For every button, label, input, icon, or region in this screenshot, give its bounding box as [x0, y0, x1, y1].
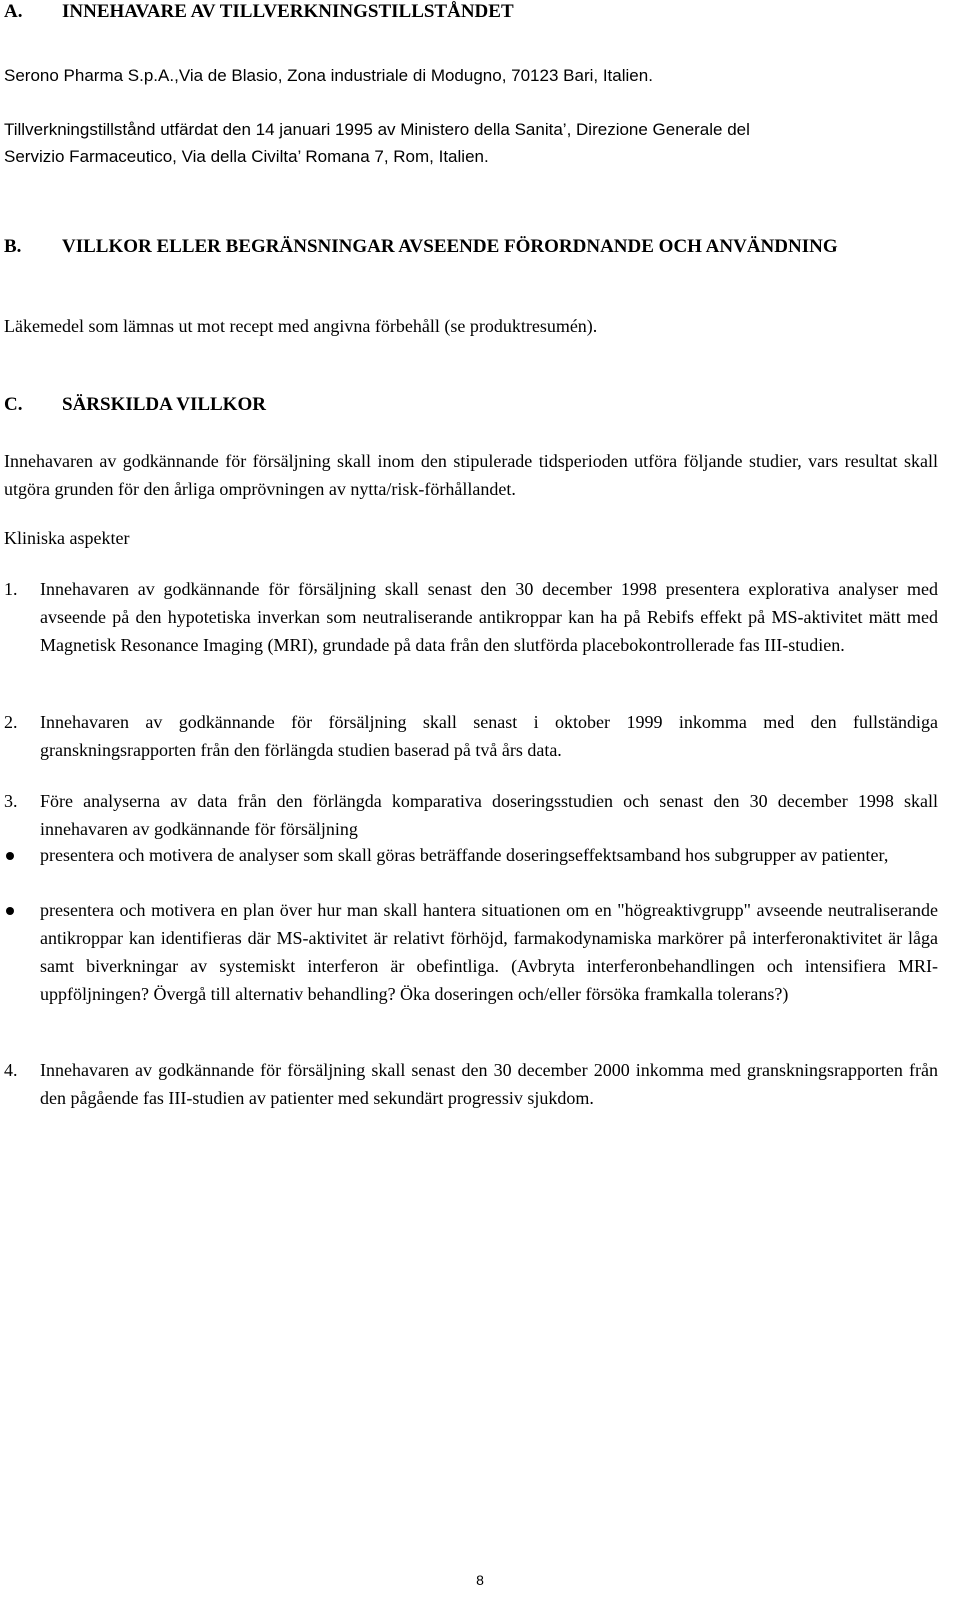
item-number: 2. — [4, 712, 18, 732]
section-a-heading — [4, 0, 940, 26]
bullet-icon — [6, 907, 14, 915]
section-b-text: Läkemedel som lämnas ut mot recept med angivna förbehåll (se produktresumén). — [4, 316, 598, 336]
section-c-heading — [4, 391, 940, 419]
permit-line-1: Tillverkningstillstånd utfärdat den 14 januari 1995 av Ministero della Sanita’, Direzione Generale del — [4, 120, 750, 139]
section-c-title: SÄRSKILDA VILLKOR — [62, 394, 266, 415]
clinical-aspects-subheading: Kliniska aspekter — [4, 528, 130, 548]
item-number: 1. — [4, 579, 18, 599]
list-item — [4, 575, 938, 659]
page-number: 8 — [476, 1572, 484, 1588]
bullet-item — [4, 841, 938, 869]
item-text: Innehavaren av godkännande för försäljning skall senast i oktober 1999 inkomma med den fullständiga granskningsrapporten från den förlängda studien baserad på två års data. — [40, 712, 938, 760]
holder-address: Serono Pharma S.p.A.,Via de Blasio, Zona industriale di Modugno, 70123 Bari, Italien. — [4, 66, 653, 85]
bullet-text: presentera och motivera de analyser som skall göras beträffande doseringseffektsamband hos subgrupper av patienter, — [40, 845, 889, 865]
bullet-item — [4, 896, 938, 1008]
section-a-letter: A. — [4, 1, 23, 22]
list-item — [4, 1056, 938, 1112]
section-b-letter: B. — [4, 236, 22, 257]
section-b-title: VILLKOR ELLER BEGRÄNSNINGAR AVSEENDE FÖRORDNANDE OCH ANVÄNDNING — [62, 236, 838, 257]
section-a-title: INNEHAVARE AV TILLVERKNINGSTILLSTÅNDET — [62, 1, 514, 22]
list-item — [4, 787, 938, 843]
item-text: Före analyserna av data från den förlängda komparativa doseringsstudien och senast den 30 december 1998 skall innehavaren av godkännande för försäljning — [40, 791, 938, 839]
permit-line-2: Servizio Farmaceutico, Via della Civilta’ Romana 7, Rom, Italien. — [4, 147, 489, 166]
section-c-intro: Innehavaren av godkännande för försäljning skall inom den stipulerade tidsperioden utföra följande studier, vars resultat skall utgöra grunden för den årliga omprövningen av nytta/risk-förhållandet. — [4, 451, 938, 499]
bullet-icon — [6, 852, 14, 860]
item-number: 4. — [4, 1060, 18, 1080]
section-b-heading — [4, 233, 940, 261]
section-c-letter: C. — [4, 394, 23, 415]
list-item — [4, 708, 938, 764]
item-text: Innehavaren av godkännande för försäljning skall senast den 30 december 2000 inkomma med granskningsrapporten från den pågående fas III-studien av patienter med sekundärt progressiv sjukdom. — [40, 1060, 938, 1108]
item-number: 3. — [4, 791, 18, 811]
bullet-text: presentera och motivera en plan över hur man skall hantera situationen om en "högreaktivgrupp" avseende neutraliserande antikroppar kan identifieras där MS-aktivitet är relativt förhöjd, farmakodynamiska markörer på interferonaktivitet är låga samt biverkningar av systemiskt interferon är obefintliga. (Avbryta interferonbehandlingen och intensifiera MRI-uppföljningen? Övergå till alternativ behandling? Öka doseringen och/eller försöka framkalla tolerans?) — [40, 900, 938, 1004]
item-text: Innehavaren av godkännande för försäljning skall senast den 30 december 1998 presentera explorativa analyser med avseende på den hypotetiska inverkan som neutraliserande antikroppar kan ha på Rebifs effekt på MS-aktivitet mätt med Magnetisk Resonance Imaging (MRI), grundade på data från den slutförda placebokontrollerade fas III-studien. — [40, 579, 938, 655]
